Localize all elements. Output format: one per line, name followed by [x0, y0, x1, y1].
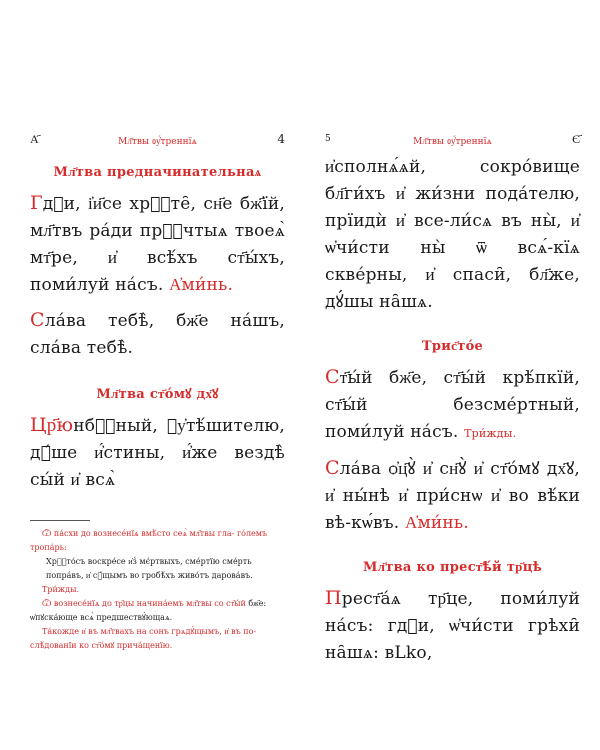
right-p2-text: т҃ы́й бж҃е, ст҃ы́й крѣ́пкїй, ст҃ы́й безсме́ртный, поми́луй на́съ.	[325, 368, 580, 442]
footnote-3-text: Та́кожде и҆ въ мл҃твахъ на сонъ грѧдꙋ́щымъ, и҆ въ по-слѣ́дованїи ко ст҃о́мꙋ прича́щенїю.	[30, 627, 257, 650]
right-p3-amen: А҆ми́нь.	[404, 513, 469, 533]
right-paragraph-3	[325, 455, 580, 537]
footnote-2-line-1: Ѿ вознесе́нїѧ до тр҃цы начина́емъ мл҃твы со ст҃ы́й	[42, 599, 246, 608]
footnote-1-thrice-text: Три́жды.	[42, 585, 79, 594]
right-page	[325, 130, 580, 663]
right-p3-text: ла́ва ѻ҆ц҃ꙋ̀ и҆ сн҃ꙋ̀ и҆ ст҃о́мꙋ дх҃ꙋ, и҆ ны́нѣ и҆ при́снѡ и҆ во вѣ́ки вѣ-кѡ́въ.	[325, 459, 580, 533]
right-running-title: Мл҃твы ᲂу҆́треннїѧ	[413, 137, 492, 147]
footnote-1-verse: Хрⷭ҇то́съ воскре́се и҆з̾ мє́ртвыхъ, сме́ртїю сме́рть попра́въ, и҆ сꙋ́щымъ во гробѣ́хъ живо́тъ дарова́въ.	[46, 557, 253, 580]
footnote-1-line-2: го́лемъ тропа́рь:	[30, 529, 268, 552]
footnote-3	[30, 625, 285, 653]
footnote-divider	[30, 520, 90, 521]
left-paragraph-1	[30, 190, 285, 299]
left-p3-initial: Цр҃ю	[30, 414, 74, 436]
left-page-letter: А҃	[30, 132, 39, 146]
left-paragraph-2	[30, 307, 285, 362]
footnote-1-thrice	[30, 583, 285, 597]
right-paragraph-1: и҆сполнѧ́ѧй, сокро́вище бл҃ги́хъ и҆ жи́зни пода́телю, прїидѝ и҆ все-ли́сѧ въ ны̀, и҆ ѡ҆чи́сти ны̀ ѿ всѧ́-кїѧ скве́рны, и҆ спаси̑, бл҃же, дꙋ́шы на̑шѧ.	[325, 157, 580, 312]
footnote-2	[30, 597, 285, 625]
footnote-1-line-1: Ѿ па́схи до вознесе́нїѧ вмѣ́сто сеѧ̀ мл҃твы гла-	[42, 529, 235, 538]
right-paragraph-4	[325, 585, 580, 667]
right-p4-initial: П	[325, 587, 342, 609]
left-p1-initial: Г	[30, 192, 43, 214]
footnotes	[30, 527, 285, 653]
left-page	[30, 130, 285, 650]
right-p2-initial: С	[325, 366, 340, 388]
right-p4-text: рест҃а́ѧ тр҃це, поми́луй на́съ: гдⷭи, ѡ҆чи́сти грѣхи̑ на̑шѧ: вLko,	[325, 589, 580, 663]
left-paragraph-3	[30, 412, 285, 494]
left-heading-2: Мл҃тва ст҃о́мꙋ дх҃ꙋ	[96, 387, 219, 402]
right-p3-initial: С	[325, 457, 340, 479]
footnote-1	[30, 527, 285, 555]
right-heading-2: Мл҃тва ко прест҃ѣ́й тр҃цѣ	[362, 560, 543, 575]
left-page-header	[30, 130, 285, 150]
right-page-letter: Є҃	[572, 132, 580, 146]
footnote-2-line-2: бж҃е: ѡ҆пꙋска́юще всѧ̀ предшествꙋ́ющаѧ.	[30, 599, 267, 622]
left-p3-text: нбⷭ҇ный, ᲂу҆тѣ́шителю, дꙋ́ше и҆́стины, и҆́же вездѣ̀ сы́й и҆ всѧ̀	[30, 416, 285, 490]
left-running-title: Мл҃твы ᲂу҆́треннїѧ	[118, 137, 197, 147]
left-p2-text: ла́ва тебѣ̀, бж҃е на́шъ, сла́ва тебѣ̀.	[30, 311, 285, 358]
right-page-number: 5	[325, 134, 331, 144]
right-page-header	[325, 130, 580, 150]
left-page-number: 4	[277, 132, 285, 146]
right-paragraph-2	[325, 364, 580, 447]
right-heading-1: Трис҃то́е	[421, 339, 484, 354]
right-p2-thrice: Три́жды.	[464, 427, 517, 440]
left-p1-text: дⷭи, і҆и҃се хрⷭ҇те̑, сн҃е бж҃їй, мл҃твъ ра́ди прⷭ҇чтыѧ твоеѧ̀ мт҃ре, и҆ всѣ́хъ ст҃ы́хъ, поми́луй на́съ.	[30, 194, 285, 295]
left-heading-1: Мл҃тва предначинательнаѧ	[53, 165, 262, 180]
left-p2-initial: С	[30, 309, 45, 331]
left-p1-amen: А҆ми́нь.	[169, 275, 234, 295]
